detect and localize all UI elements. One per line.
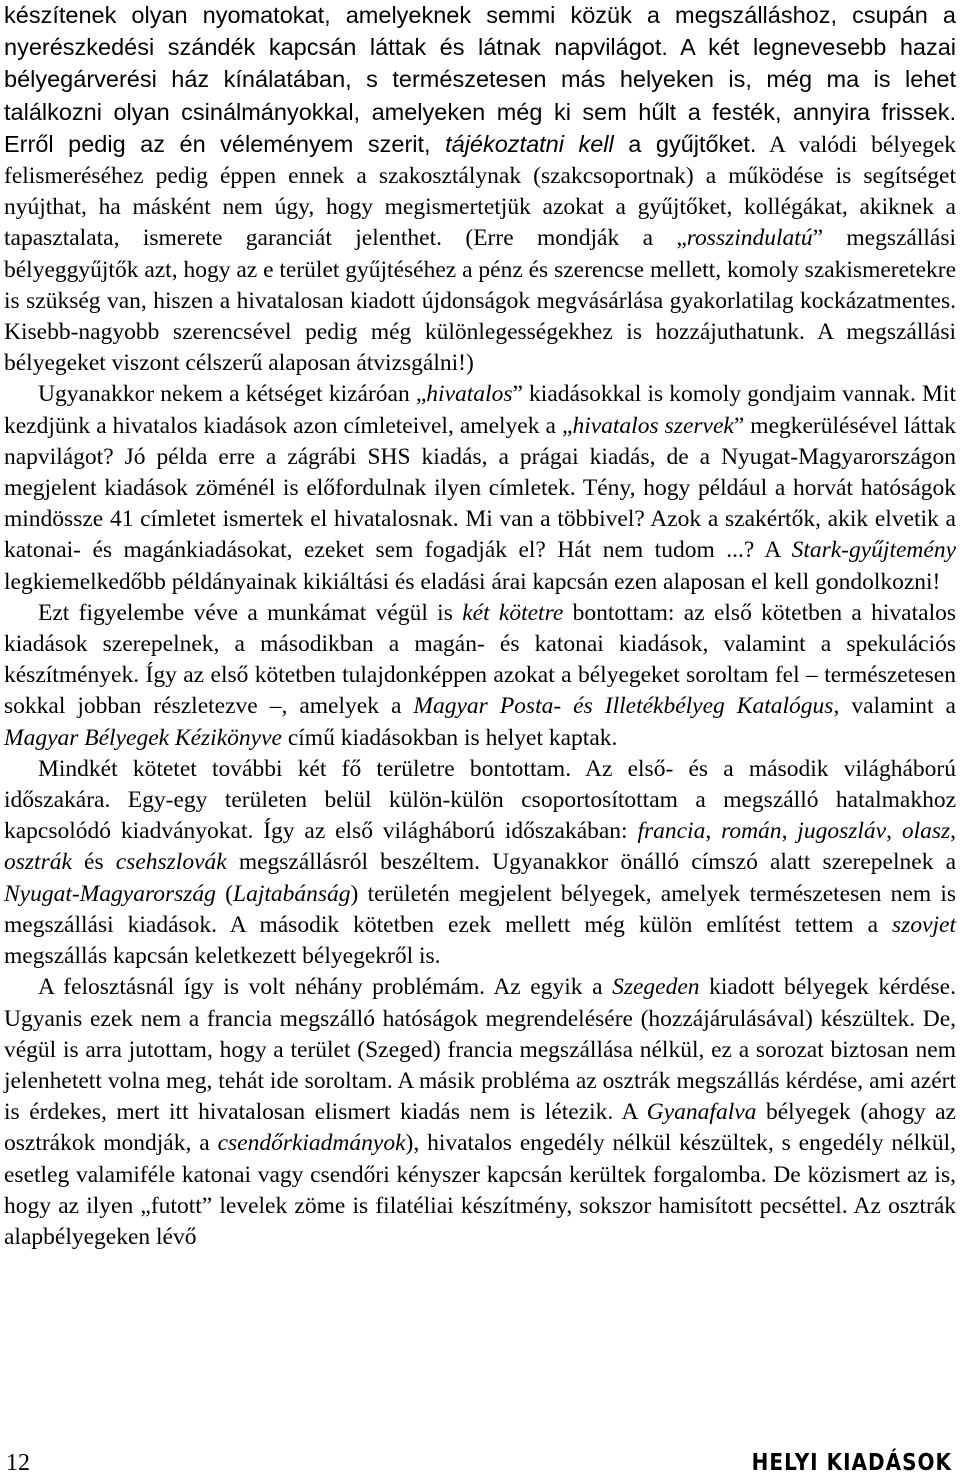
text-run: és <box>71 849 116 876</box>
text-run: kiadott bélyegek kérdése. Ugyanis ezek nem a francia megszálló hatóságok megrendelésére (hozzájárulásával) készültek. De, végül is arra jutottam, hogy a terület (Szeged) francia megszállása nélkül, ez a sorozat biztosan nem jelenhetett volna meg, tehát ide soroltam. A másik probléma az osztrák megszállás kérdése, ami azért is érdekes, mert itt hivatalosan elismert kiadás nem is létezik. A <box>4 974 956 1126</box>
text-run: , <box>781 818 798 845</box>
text-run: bontottam: az első kötetben a hivatalos kiadások szerepelnek, a másodikban a magán- és katonai kiadások, valamint a spekulációs készítmények. Így az első kötetben tulajdonképpen azokat a bélyegeket soroltam fel – természetesen sokkal jobban részletezve –, amelyek a <box>4 599 956 720</box>
italic-text: két kötetre <box>462 599 564 626</box>
body-text <box>4 0 956 1253</box>
italic-text: jugoszláv <box>797 818 887 845</box>
text-run: ” megszállási bélyeggyűjtők azt, hogy az e terület gyűjtéséhez a pénz és szerencse mellett, komoly szakismeretekre is szükség van, hiszen a hivatalosan kiadott újdonságok megvásárlása gyakorlatilag kockázatmentes. Kisebb-nagyobb szerencsével pedig még különlegességekhez is hozzájuthatunk. A megszállási bélyegeket viszont célszerű alaposan átvizsgálni!) <box>4 225 957 377</box>
running-footer-section-label: HELYI KIADÁSOK <box>751 1448 952 1476</box>
text-run: , <box>705 818 722 845</box>
paragraph <box>4 972 956 1253</box>
italic-text: rosszindulatú <box>686 225 813 252</box>
text-run: A felosztásnál így is volt néhány problémám. Az egyik a <box>38 974 613 1001</box>
italic-text: hivatalos <box>426 381 513 408</box>
italic-text: csehszlovák <box>115 849 227 876</box>
text-run: , <box>950 818 957 845</box>
text-run: ” kiadásokkal is komoly gondjaim vannak. Mit kezdjünk a hivatalos kiadások azon címleteivel, amelyek a „ <box>4 381 956 439</box>
italic-text: tájékoztatni kell <box>445 130 614 157</box>
paragraph <box>4 598 956 754</box>
italic-text: Szegeden <box>612 974 700 1001</box>
text-run: , valamint a <box>833 693 956 720</box>
italic-text: román <box>721 818 782 845</box>
italic-text: csendőrkiadmányok <box>217 1130 406 1157</box>
italic-text: hivatalos szervek <box>572 412 734 439</box>
paragraph <box>4 379 956 597</box>
italic-text: Lajtabánság <box>233 880 351 907</box>
text-run: Mindkét kötetet további két fő területre bontottam. Az első- és a második világháború időszakára. Egy-egy területen belül külön-külön csoportosítottam a megszálló hatalmakhoz kapcsolódó kiadványokat. Így az első világháború időszakában: <box>4 755 956 845</box>
paragraph <box>4 0 956 379</box>
text-run: megszállásról beszéltem. Ugyanakkor önálló címszó alatt szerepelnek a <box>226 849 956 876</box>
text-run: ( <box>215 880 233 907</box>
text-run: A valódi bélyegek felismeréséhez pedig éppen ennek a szakosztálynak (szakcsoportnak) a működése is segítséget nyújthat, ha másként nem úgy, hogy megismertetjük azokat a gyűjtőket, kollégákat, akiknek a tapasztalata, ismerete garanciát jelenthet. (Erre mondják a „ <box>4 131 957 252</box>
text-run: legkiemelkedőbb példányainak kikiáltási és eladási árai kapcsán ezen alaposan el kell gondolkozni! <box>4 568 941 595</box>
text-run: készítenek olyan nyomatokat, amelyeknek semmi közük a megszálláshoz, csupán a nyerészkedési szándék kapcsán láttak és látnak napvilágot. A két legnevesebb hazai bélyegárverési ház kínálatában, s természetesen más helyeken is, még ma is lehet találkozni olyan csinálmányokkal, amelyeken még ki sem hűlt a festék, annyira frissek. Erről pedig az én véleményem szerit, <box>4 2 956 157</box>
italic-text: szovjet <box>892 911 956 938</box>
text-run: a gyűjtőket. <box>613 130 757 157</box>
text-run: ), hivatalos engedély nélkül készültek, s engedély nélkül, esetleg valamiféle katonai vagy csendőri kényszer kapcsán kerültek forgalomba. De közismert az is, hogy az ilyen „futott” levelek zöme is filatéliai készítmény, sokszor hamisított pecséttel. Az osztrák alapbélyegeken lévő <box>4 1130 956 1250</box>
italic-text: osztrák <box>4 849 72 876</box>
text-run: bélyegek (ahogy az osztrákok mondják, a <box>4 1099 956 1157</box>
text-run: megszállás kapcsán keletkezett bélyegekről is. <box>4 943 441 970</box>
text-run: című kiadásokban is helyet kaptak. <box>281 724 618 751</box>
italic-text: Nyugat-Magyarország <box>4 880 216 907</box>
text-run: Ezt figyelembe véve a munkámat végül is <box>38 599 463 626</box>
italic-text: Magyar Posta- és Illetékbélyeg Katalógus <box>413 693 834 720</box>
italic-text: francia <box>637 818 706 845</box>
text-run: ” megkerülésével láttak napvilágot? Jó példa erre a zágrábi SHS kiadás, a prágai kiadás, de a Nyugat-Magyarországon megjelent kiadások zöménél is előfordulnak ilyen címletek. Tény, hogy például a horvát hatóságok mindössze 41 címletet ismertek el hivatalosnak. Mi van a többivel? Azok a szakértők, akik elvetik a katonai- és magánkiadásokat, ezeket sem fogadják el? Hát nem tudom ...? A <box>4 412 956 564</box>
italic-text: Stark-gyűjtemény <box>791 537 956 564</box>
text-run: ) területén megjelent bélyegek, amelyek természetesen nem is megszállási kiadások. A második kötetben ezek mellett még külön említést tettem a <box>4 880 957 938</box>
italic-text: Magyar Bélyegek Kézikönyve <box>4 724 282 751</box>
text-run: Ugyanakkor nekem a kétséget kizáróan „ <box>38 381 427 408</box>
paragraph <box>4 754 956 972</box>
text-run: , <box>886 818 902 845</box>
page-number: 12 <box>6 1450 30 1476</box>
italic-text: Gyanafalva <box>646 1099 757 1126</box>
italic-text: olasz <box>901 818 951 845</box>
